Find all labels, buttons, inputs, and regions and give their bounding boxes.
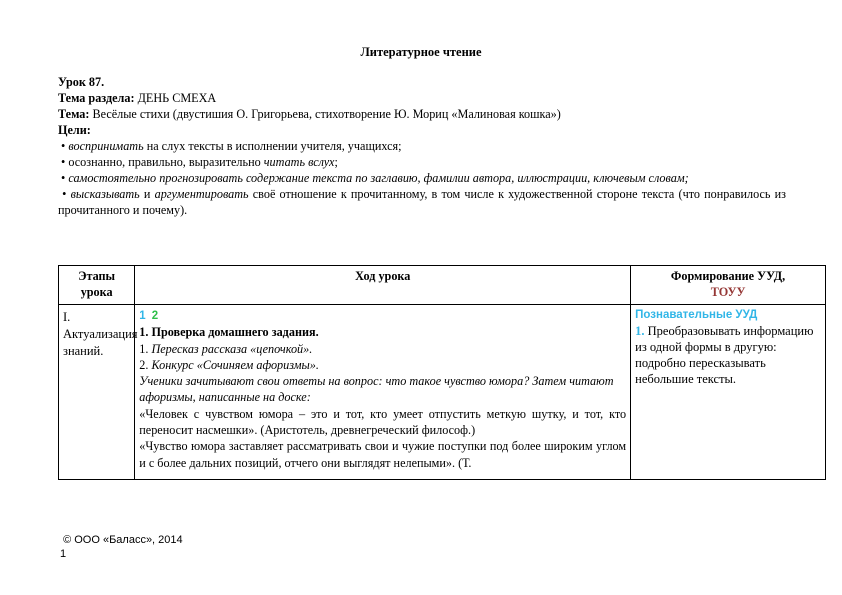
header-touu: ТОУУ — [710, 285, 746, 299]
header-stages: Этапы урока — [59, 266, 135, 305]
quote-humor: «Чувство юмора заставляет рассматривать свои и чужие поступки под более широким углом и с более дальних позиций, отчего они выглядят нелепыми». (Т. — [139, 439, 627, 470]
header-uud: Формирование УУД, ТОУУ — [631, 266, 826, 305]
uud-item: 1. Преобразовывать информацию из одной формы в другую: подробно пересказывать небольшие тексты. — [635, 324, 814, 386]
section-line: Тема раздела: ДЕНЬ СМЕХА — [58, 91, 217, 105]
table-header-row — [59, 266, 826, 305]
copyright: © ООО «Баласс», 2014 — [63, 534, 183, 546]
goal-item: • осознанно, правильно, выразительно читать вслух; — [61, 155, 338, 169]
goals-label: Цели: — [58, 123, 91, 137]
list-item: 2. Конкурс «Сочиняем афоризмы». — [139, 357, 319, 372]
goal-item: • воспринимать на слух тексты в исполнении учителя, учащихся; — [61, 139, 402, 153]
topic-line: Тема: Весёлые стихи (двустишия О. Григорьева, стихотворение Ю. Мориц «Малиновая кошка») — [58, 107, 561, 121]
table-row — [59, 305, 826, 480]
list-item: 1. Пересказ рассказа «цепочкой». — [139, 341, 313, 356]
homework-check-title: 1. Проверка домашнего задания. — [139, 325, 319, 340]
page-title: Литературное чтение — [360, 45, 482, 59]
stage-cell: I. Актуализация знаний. — [59, 305, 135, 480]
quote-aristotle: «Человек с чувством юмора – это и тот, кто умеет отпустить меткую шутку, и тот, кто переносит насмешки». (Аристотель, древнегреческий философ.) — [139, 406, 627, 438]
goal-item: • самостоятельно прогнозировать содержание текста по заглавию, фамилии автора, иллюстрации, ключевым словам; — [61, 171, 689, 185]
lesson-header — [58, 74, 786, 218]
step-numbers: 1 2 — [139, 310, 159, 322]
progress-cell — [135, 305, 631, 480]
lesson-table — [58, 265, 826, 480]
header-progress: Ход урока — [135, 266, 631, 305]
lesson-number: Урок 87. — [58, 75, 105, 89]
uud-title: Познавательные УУД — [635, 309, 758, 321]
instruction-text: Ученики зачитывают свои ответы на вопрос: что такое чувство юмора? Затем читают афоризмы, написанные на доске: — [139, 374, 614, 405]
page-number: 1 — [60, 548, 67, 560]
footer — [60, 533, 183, 561]
uud-cell — [631, 305, 826, 480]
goal-item: • высказывать и аргументировать своё отношение к прочитанному, в том числе к художественной стороне текста (что понравилось из прочитанного и почему). — [58, 187, 786, 217]
